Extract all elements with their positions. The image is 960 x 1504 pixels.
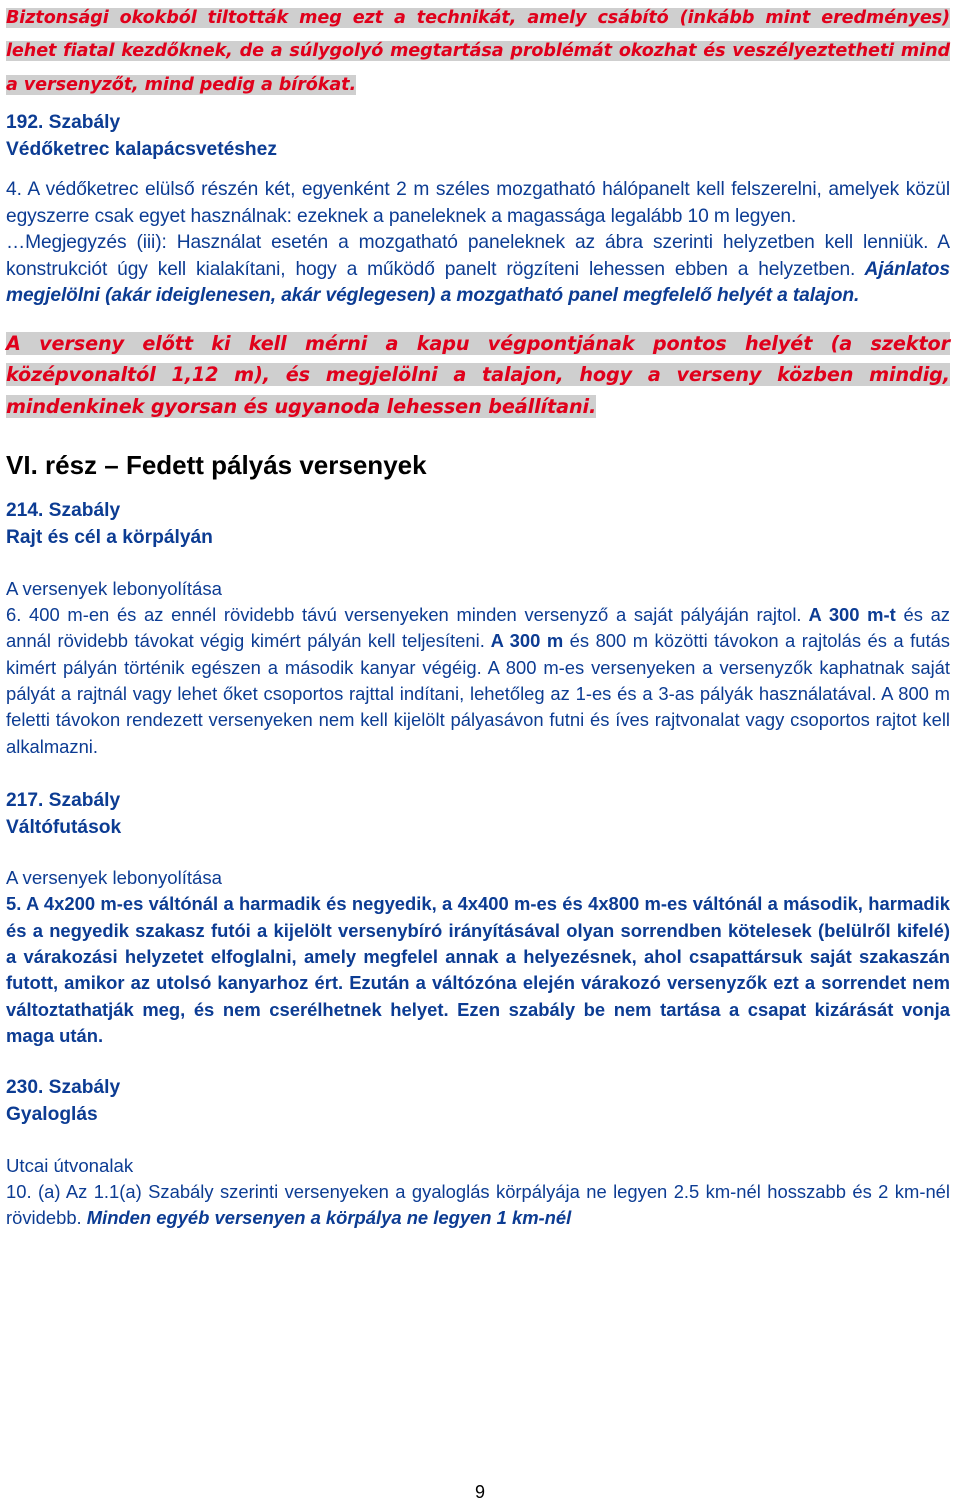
red-note: A verseny előtt ki kell mérni a kapu végpontjának pontos helyét (a szektor középvonaltól 1,12 m), és megjelölni a talajon, hogy a verseny közben mindig, mindenkinek gyorsan és ugyanoda lehessen beállítani. <box>6 331 950 418</box>
rule-217-subheading: A versenyek lebonyolítása <box>6 867 223 889</box>
intro-note: Biztonsági okokból tiltották meg ezt a technikát, amely csábító (inkább mint eredményes) lehet fiatal kezdőknek, de a súlygolyó megtartása problémát okozhat és veszélyeztetheti mind a versenyzőt, mind pedig a bírókat. <box>6 8 950 95</box>
rule-230-subheading: Utcai útvonalak <box>6 1154 134 1176</box>
rule-192-title: Védőketrec kalapácsvetéshez <box>6 138 277 160</box>
rule-192-note-text: …Megjegyzés (iii): Használat esetén a mozgatható paneleknek az ábra szerinti helyzetben kell lenniük. <box>6 232 929 254</box>
rule-214-paragraph: 6. 400 m-en és az ennél rövidebb távú versenyeken minden versenyző a saját pályáján rajtol. A 300 m-t és az annál rövidebb távokat végig kimért pályán kell teljesíteni. A 300 m és 800 m közötti távokon a rajtolás és a futás kimért pályán történik egészen a második kanyar végéig. A 800 m-es versenyeken a versenyzők kaphatnak saját pályát a rajtnál vagy lehet őket csoportos rajttal indítani, lehetőleg az 1-es és a 3-as pályák használatával. A 800 m feletti távokon rendezett versenyeken nem kell kijelölt pályasávon futni és íves rajtvonalat vagy csoportos rajtot kell alkalmazni. <box>6 604 951 757</box>
document-page <box>6 4 950 1231</box>
rule-192-section <box>6 110 950 310</box>
rule-217-section <box>6 788 950 1049</box>
rule-214-title: Rajt és cél a körpályán <box>6 527 213 549</box>
rule-230-number: 230. Szabály <box>6 1077 121 1099</box>
rule-214-number: 214. Szabály <box>6 500 121 522</box>
rule-217-title: Váltófutások <box>6 816 122 838</box>
part-title: VI. rész – Fedett pályás versenyek <box>6 450 427 481</box>
rule-192-paragraph: 4. A védőketrec elülső részén két, egyenként 2 m széles mozgatható hálópanelt kell felszerelni, amelyek közül egyszerre csak egyet használnak: ezeknek a paneleknek a magassága legalább 10 m legyen. <box>6 179 950 227</box>
rule-230-paragraph: 10. (a) Az 1.1(a) Szabály szerinti versenyeken a gyaloglás körpályája ne legyen 2.5 km-nél hosszabb és 2 km-nél rövidebb. Minden egyéb versenyen a körpálya ne legyen 1 km-nél <box>6 1180 950 1229</box>
rule-230-title: Gyaloglás <box>6 1104 98 1126</box>
rule-192-number: 192. Szabály <box>6 111 121 133</box>
rule-192-note <box>6 230 950 310</box>
rule-214-section <box>6 498 950 759</box>
rule-214-subheading: A versenyek lebonyolítása <box>6 578 223 600</box>
rule-217-paragraph: 5. A 4x200 m-es váltónál a harmadik és negyedik, a 4x400 m-es és 4x800 m-es váltónál a második, harmadik és a negyedik szakasz futói a kijelölt versenybíró irányításával olyan sorrendben kötelesek (belülről kifelé) a várakozási helyzetet elfoglalni, amely megfelel annak a helyezésnek, ahol csapattársuk saját szakaszán futott, amikor az utolsó kanyarhoz ért. Ezután a váltózóna elején várakozó versenyzők ezt a sorrendet nem változtathatják meg, és nem cserélhetnek helyet. Ezen szabály be nem tartása a csapat kizárását vonja maga után. <box>6 893 950 1046</box>
page-number: 9 <box>474 1482 485 1502</box>
rule-192-note-construction: A konstrukciót úgy kell kialakítani, hogy a működő panelt rögzíteni lehessen ebben a helyzetben. <box>6 232 950 280</box>
rule-192-note-recommendation: Ajánlatos megjelölni (akár ideiglenesen, akár véglegesen) a mozgatható panel megfelelő helyét a talajon. <box>6 258 950 307</box>
rule-217-number: 217. Szabály <box>6 789 121 811</box>
rule-230-section <box>6 1075 950 1231</box>
